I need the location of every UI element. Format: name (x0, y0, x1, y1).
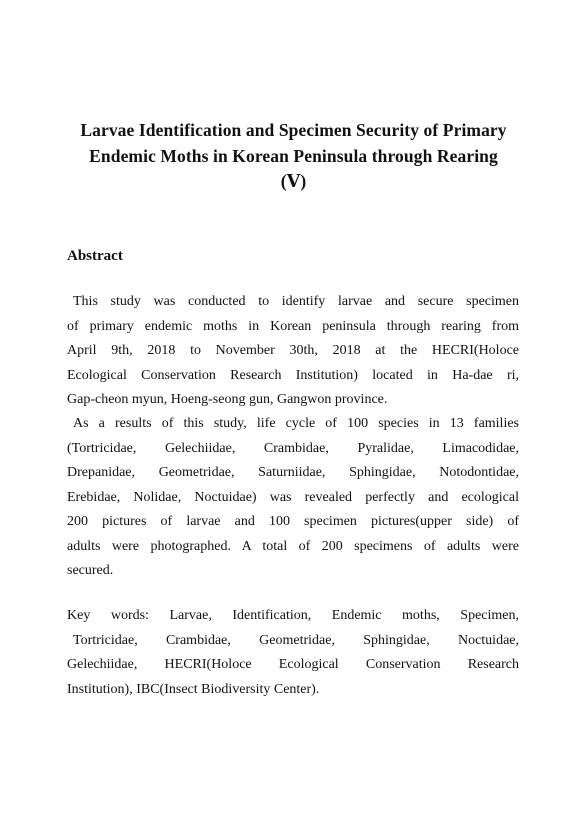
text-line: April 9th, 2018 to November 30th, 2018 at the HECRI(Holoce (67, 343, 519, 358)
abstract-heading: Abstract (67, 248, 123, 264)
text-line: of primary endemic moths in Korean peninsula through rearing from (67, 318, 519, 334)
title-volume: (Ⅴ) (280, 171, 307, 191)
abstract-paragraph-2 (67, 412, 519, 584)
abstract-paragraph-1 (67, 290, 519, 413)
text-line: Key words: Larvae, Identification, Endemic moths, Specimen, (67, 608, 519, 623)
text-line: Institution), IBC(Insect Biodiversity Center). (67, 681, 320, 697)
text-line: Drepanidae, Geometridae, Saturniidae, Sphingidae, Notodontidae, (67, 465, 519, 480)
text-line: Ecological Conservation Research Institution) located in Ha-dae ri, (67, 367, 519, 383)
text-line: Tortricidae, Crambidae, Geometridae, Sphingidae, Noctuidae, (73, 632, 519, 648)
text-line: As a results of this study, life cycle of 100 species in 13 families (73, 416, 519, 431)
text-line: Gap-cheon myun, Hoeng-seong gun, Gangwon province. (67, 392, 388, 407)
document-title (40, 118, 547, 195)
text-line: (Tortricidae, Gelechiidae, Crambidae, Pyralidae, Limacodidae, (67, 440, 519, 456)
keywords-paragraph (67, 604, 519, 702)
text-line: Gelechiidae, HECRI(Holoce Ecological Conservation Research (67, 657, 519, 672)
title-line: Endemic Moths in Korean Peninsula through Rearing (89, 145, 498, 166)
text-line: This study was conducted to identify larvae and secure specimen (73, 294, 519, 309)
title-line: Larvae Identification and Specimen Security of Primary (80, 120, 507, 140)
text-line: 200 pictures of larvae and 100 specimen pictures(upper side) of (67, 514, 519, 529)
text-line: adults were photographed. A total of 200 specimens of adults were (67, 538, 519, 554)
text-line: Erebidae, Nolidae, Noctuidae) was revealed perfectly and ecological (67, 489, 519, 505)
text-line: secured. (67, 563, 114, 578)
